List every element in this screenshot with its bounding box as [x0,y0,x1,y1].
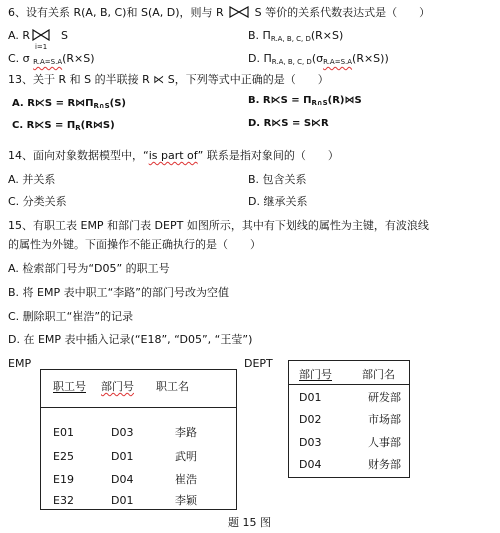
table-cell: D04 [111,473,134,486]
table-cell: D01 [299,391,322,404]
q15-option-b: B. 将 EMP 表中职工“李路”的部门号改为空值 [8,286,230,299]
table-cell: D03 [111,426,134,439]
q13-option-c: C. R⋉S = $\Pi_R(R⋈S)$ [12,120,115,132]
table-cell: D03 [299,436,322,449]
table-cell: E19 [53,473,74,486]
table-cell: 市场部 [368,413,401,426]
q15-option-a: A. 检索部门号为“D05” 的职工号 [8,262,170,275]
q15-stem-line1: 15、有职工表 EMP 和部门表 DEPT 如图所示，其中有下划线的属性为主键，有波浪线 [8,219,429,232]
table-cell: 李路 [175,426,197,439]
q14-option-c: C. 分类关系 [8,195,67,208]
table-cell: E32 [53,494,74,507]
table-cell: 人事部 [368,436,401,449]
table-cell: 崔浩 [175,473,197,486]
dept-table [288,360,410,478]
dept-header-divider [289,384,409,385]
is-part-of-keyword: is part of [148,149,198,162]
dept-table-label: DEPT [244,357,273,370]
table-cell: D04 [299,458,322,471]
dept-header-dept-no: 部门号 [299,368,332,381]
q14-option-b: B. 包含关系 [248,173,307,186]
table-cell: D01 [111,494,134,507]
table-cell: 研发部 [368,391,401,404]
q6-option-a: A. R i=1 S [8,29,68,51]
table-cell: D02 [299,413,322,426]
emp-header-emp-name: 职工名 [156,380,189,393]
q15-option-d: D. 在 EMP 表中插入记录(“E18”, “D05”, “王莹”) [8,333,253,346]
q13-option-b: B. R⋉S = $\Pi_{R\cap S}(R)⋈S$ [248,95,362,107]
emp-header-divider [41,407,236,408]
emp-table [40,369,237,510]
table-cell: 武明 [175,450,197,463]
emp-header-emp-no: 职工号 [53,380,86,393]
join-symbol-icon [227,6,251,18]
q13-option-a: A. R⋉S = $R⋈\Pi_{R\cap S}(S)$ [12,98,126,110]
emp-table-label: EMP [8,357,32,370]
q6-option-d: D. $\Pi_{R.A, B, C, D}(\sigma_{R.A=S.A}(R\times S))$ [248,52,389,66]
q13-option-d: D. R⋉S = S⋉R [248,118,329,129]
q14-option-d: D. 继承关系 [248,195,308,208]
q6-option-b: B. $\Pi_{R.A, B, C, D}(R\times S)$ [248,29,344,43]
table-cell: D01 [111,450,134,463]
q15-option-c: C. 删除职工“崔浩”的记录 [8,310,134,323]
table-cell: 财务部 [368,458,401,471]
table-cell: 李颖 [175,494,197,507]
q14-stem: 14、面向对象数据模型中，“is part of” 联系是指对象间的（ ） [8,149,339,162]
dept-header-dept-name: 部门名 [362,368,395,381]
emp-header-dept-no: 部门号 [101,380,134,393]
table-cell: E01 [53,426,74,439]
figure-caption: 题 15 图 [228,516,271,529]
q6-stem: 6、设有关系 R(A, B, C)和 S(A, D)，则与 R S 等价的关系代数表达式是（ ） [8,6,431,19]
q14-option-a: A. 并关系 [8,173,56,186]
table-cell: E25 [53,450,74,463]
q6-option-c: C. σ $_{R.A=S.A}$(R×S) [8,52,95,66]
q13-stem: 13、关于 R 和 S 的半联接 R ⋉ S，下列等式中正确的是（ ） [8,73,329,86]
q15-stem-line2: 的属性为外键。下面操作不能正确执行的是（ ） [8,238,261,251]
